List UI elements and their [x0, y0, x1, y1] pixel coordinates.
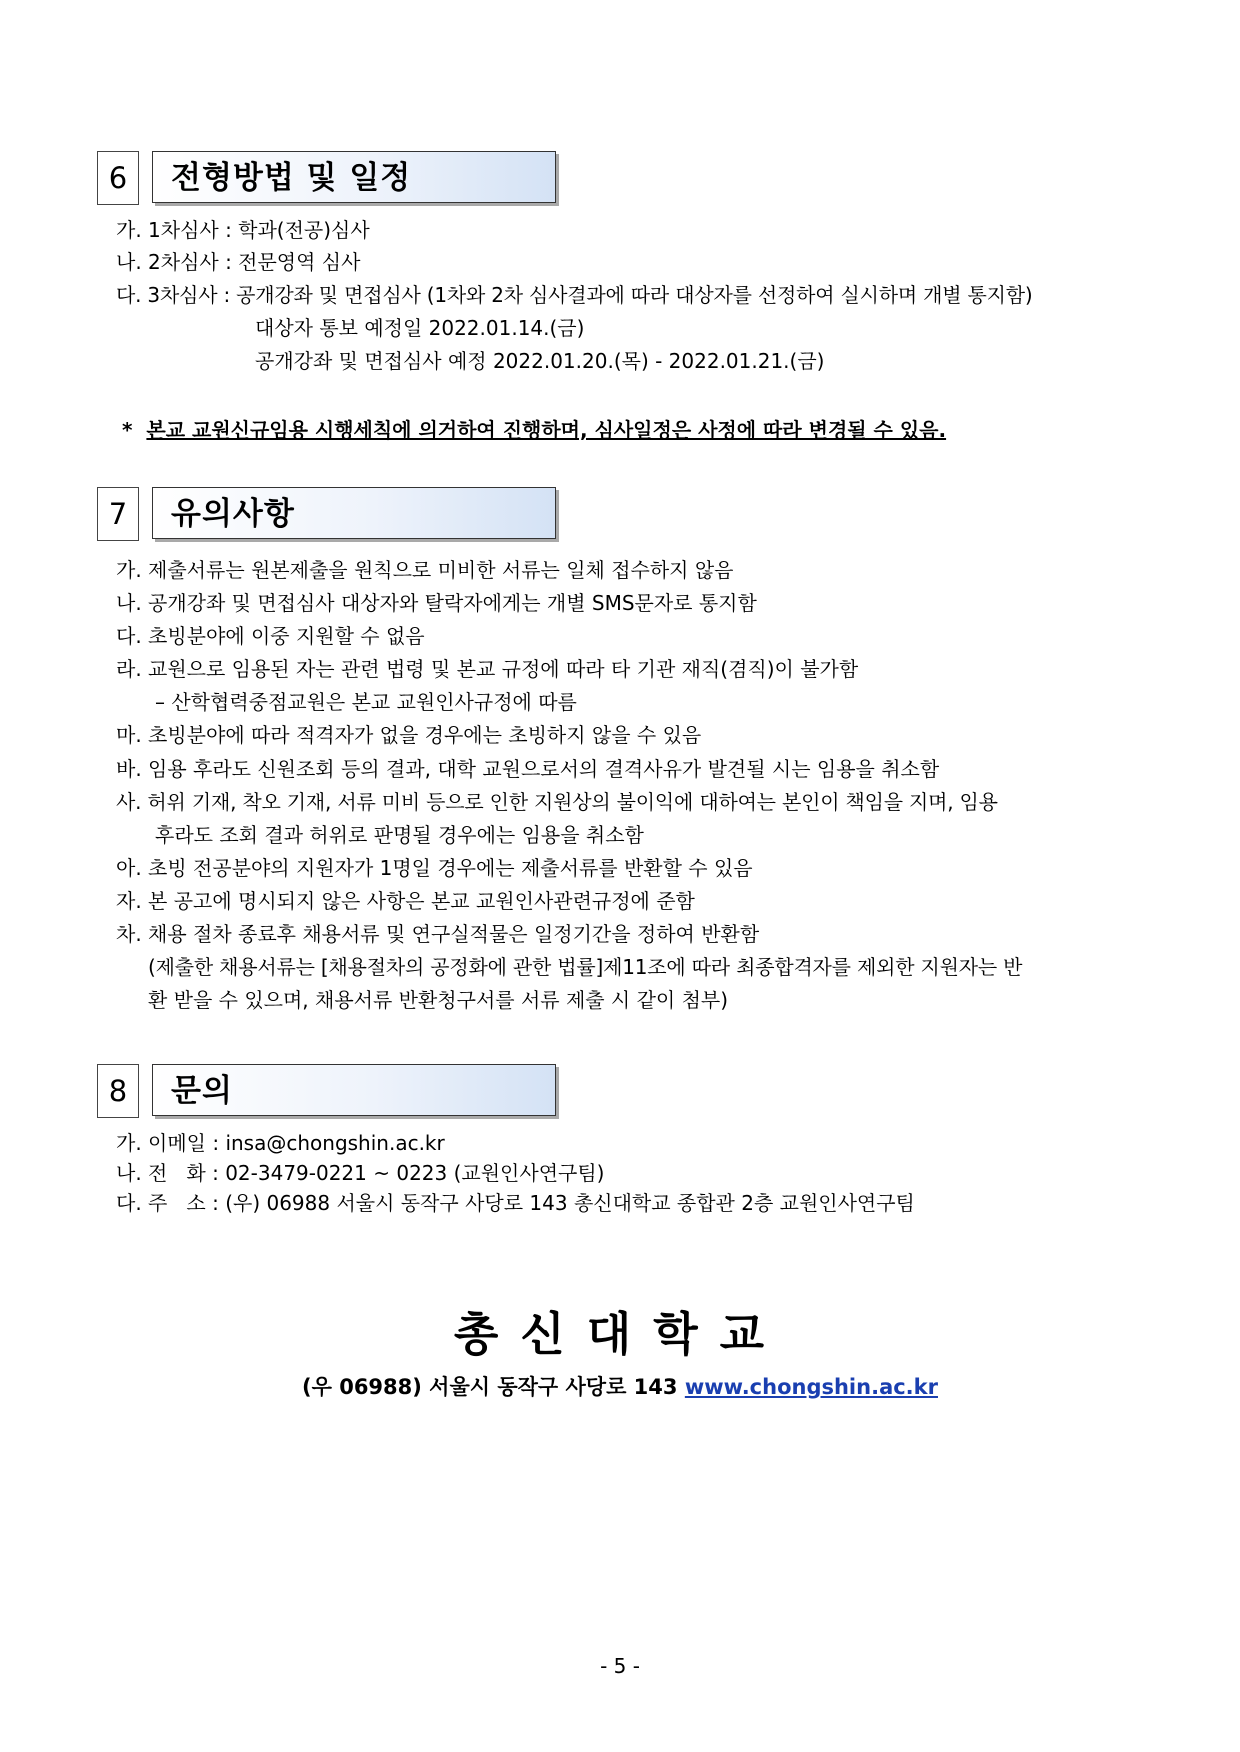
schedule-note	[122, 414, 946, 443]
university-name: 총신대학교	[453, 1307, 787, 1361]
list-item: 차. 채용 절차 종료후 채용서류 및 연구실적물은 일정기간을 정하여 반환함	[116, 922, 760, 946]
note-marker: *	[122, 418, 133, 442]
list-item: 자. 본 공고에 명시되지 않은 사항은 본교 교원인사관련규정에 준함	[116, 889, 695, 913]
section-title: 유의사항	[152, 487, 556, 539]
contact-email: 가. 이메일 : insa@chongshin.ac.kr	[116, 1131, 445, 1155]
list-item-continued: 후라도 조회 결과 허위로 판명될 경우에는 임용을 취소함	[155, 823, 644, 847]
contact-phone: 나. 전 화 : 02-3479-0221 ~ 0223 (교원인사연구팀)	[116, 1161, 605, 1185]
list-item: 아. 초빙 전공분야의 지원자가 1명일 경우에는 제출서류를 반환할 수 있음	[116, 856, 753, 880]
contact-address: 다. 주 소 : (우) 06988 서울시 동작구 사당로 143 총신대학교 종합관 2층 교원인사연구팀	[116, 1191, 915, 1215]
list-item-continued: 대상자 통보 예정일 2022.01.14.(금)	[255, 316, 585, 340]
list-item: 가. 1차심사 : 학과(전공)심사	[116, 218, 370, 242]
list-item-continued: – 산학협력중점교원은 본교 교원인사규정에 따름	[155, 690, 577, 714]
list-item: 나. 2차심사 : 전문영역 심사	[116, 250, 361, 274]
section-title: 전형방법 및 일정	[152, 151, 556, 203]
list-item: 바. 임용 후라도 신원조회 등의 결과, 대학 교원으로서의 결격사유가 발견될 시는 임용을 취소함	[116, 757, 940, 781]
list-item-continued: 환 받을 수 있으며, 채용서류 반환청구서를 서류 제출 시 같이 첨부)	[148, 988, 729, 1012]
section-number: 6	[97, 151, 139, 205]
list-item: 가. 제출서류는 원본제출을 원칙으로 미비한 서류는 일체 접수하지 않음	[116, 558, 734, 582]
section-number: 8	[97, 1064, 139, 1118]
list-item-continued: (제출한 채용서류는 [채용절차의 공정화에 관한 법률]제11조에 따라 최종합격자를 제외한 지원자는 반	[148, 955, 1023, 979]
list-item-continued: 공개강좌 및 면접심사 예정 2022.01.20.(목) - 2022.01.21.(금)	[255, 349, 825, 373]
footer-address-line	[0, 1371, 1240, 1401]
website-link[interactable]: www.chongshin.ac.kr	[684, 1375, 938, 1399]
section-number: 7	[97, 487, 139, 541]
list-item: 라. 교원으로 임용된 자는 관련 법령 및 본교 규정에 따라 타 기관 재직(겸직)이 불가함	[116, 657, 859, 681]
list-item: 사. 허위 기재, 착오 기재, 서류 미비 등으로 인한 지원상의 불이익에 대하여는 본인이 책임을 지며, 임용	[116, 790, 998, 814]
page-number: - 5 -	[600, 1654, 640, 1678]
footer-address: (우 06988) 서울시 동작구 사당로 143	[302, 1375, 678, 1399]
list-item: 다. 초빙분야에 이중 지원할 수 없음	[116, 624, 425, 648]
section-title: 문의	[152, 1064, 556, 1116]
list-item: 다. 3차심사 : 공개강좌 및 면접심사 (1차와 2차 심사결과에 따라 대상자를 선정하여 실시하며 개별 통지함)	[116, 283, 1033, 307]
list-item: 마. 초빙분야에 따라 적격자가 없을 경우에는 초빙하지 않을 수 있음	[116, 723, 702, 747]
list-item: 나. 공개강좌 및 면접심사 대상자와 탈락자에게는 개별 SMS문자로 통지함	[116, 591, 757, 615]
note-text: 본교 교원신규임용 시행세칙에 의거하여 진행하며, 심사일정은 사정에 따라 변경될 수 있음.	[146, 418, 947, 442]
